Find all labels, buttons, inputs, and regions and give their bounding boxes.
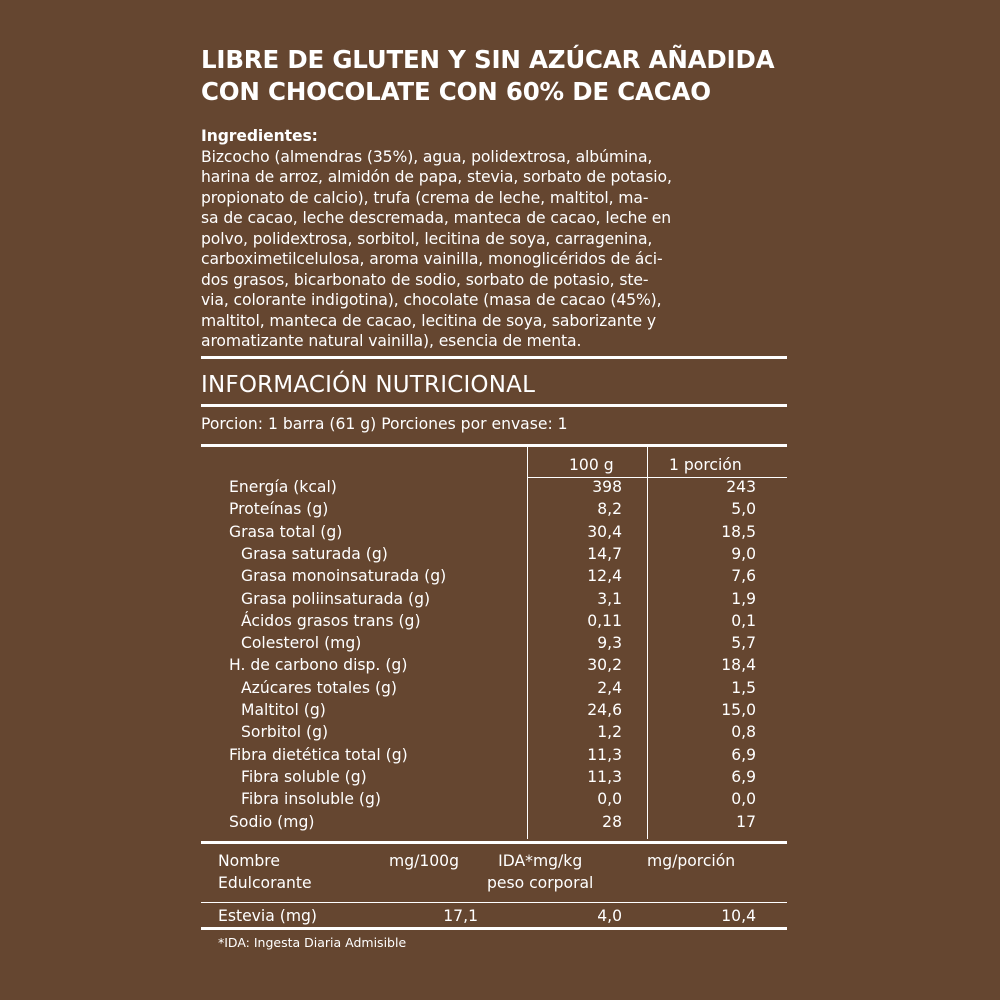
divider (201, 841, 787, 844)
sweetener-row-ida: 4,0 (597, 907, 622, 925)
headline-line-2: CON CHOCOLATE CON 60% DE CACAO (201, 77, 711, 106)
table-row (201, 500, 787, 522)
nutrient-label: Proteínas (g) (229, 500, 329, 519)
sweetener-row-name: Estevia (mg) (218, 907, 318, 925)
nutrient-value-portion: 17 (736, 812, 756, 831)
nutrient-label: Sodio (mg) (229, 812, 315, 831)
ingredients-block (201, 126, 787, 352)
nutrient-label: Azúcares totales (g) (241, 678, 398, 697)
sweetener-row-mgportion: 10,4 (721, 907, 756, 925)
table-row (201, 567, 787, 589)
nutrient-value-portion: 1,9 (731, 589, 756, 608)
nutrient-label: H. de carbono disp. (g) (229, 656, 408, 675)
nutrient-label: Sorbitol (g) (241, 723, 329, 742)
nutrition-title: INFORMACIÓN NUTRICIONAL (201, 372, 536, 398)
footnote: *IDA: Ingesta Diaria Admisible (218, 935, 407, 950)
table-row (201, 634, 787, 656)
table-row (201, 746, 787, 768)
sweetener-header-mg100g: mg/100g (389, 852, 460, 870)
nutrient-value-100g: 11,3 (587, 745, 622, 764)
table-row (201, 679, 787, 701)
nutrient-value-100g: 24,6 (587, 701, 622, 719)
nutrient-value-100g: 8,2 (597, 500, 622, 519)
table-row (201, 723, 787, 745)
nutrient-value-portion: 7,6 (731, 567, 756, 586)
table-row (201, 590, 787, 612)
column-header-portion: 1 porción (669, 456, 742, 474)
sweetener-header-name (218, 850, 312, 894)
sweetener-header-ida-line-1: IDA*mg/kg (498, 852, 583, 870)
column-header-100g: 100 g (569, 456, 614, 474)
nutrient-label: Fibra insoluble (g) (241, 790, 381, 809)
table-row (201, 656, 787, 678)
nutrient-value-100g: 30,4 (587, 522, 622, 541)
table-row (201, 701, 787, 723)
nutrient-value-portion: 0,1 (731, 611, 756, 630)
nutrient-label: Grasa saturada (g) (241, 544, 388, 563)
nutrient-value-portion: 5,0 (731, 500, 756, 519)
nutrient-value-100g: 28 (602, 812, 622, 831)
sweetener-divider (201, 902, 787, 903)
nutrient-value-100g: 3,1 (597, 589, 622, 608)
nutrient-value-100g: 14,7 (587, 544, 622, 563)
nutrient-value-portion: 243 (726, 478, 756, 496)
divider (201, 927, 787, 930)
nutrient-value-portion: 15,0 (721, 701, 756, 719)
nutrient-value-100g: 30,2 (587, 656, 622, 675)
table-row (201, 545, 787, 567)
table-row (201, 768, 787, 790)
nutrient-value-100g: 12,4 (587, 567, 622, 586)
nutrient-value-portion: 18,5 (721, 522, 756, 541)
ingredients-text: Bizcocho (almendras (35%), agua, polidextrosa, albúmina, harina de arroz, almidón de papa, stevia, sorbato de potasio, propionato de calcio), trufa (crema de leche, maltitol, ma- sa de cacao, leche descremada, manteca de cacao, leche en polvo, polidextrosa, sorbitol, lecitina de soya, carragenina, carboximetilcelulosa, aroma vainilla, monoglicéridos de áci- dos grasos, bicarbonato de sodio, sorbato de potasio, ste- via, colorante indigotina), chocolate (masa de cacao (45%), maltitol, manteca de cacao, lecitina de soya, saborizante y aromatizante natural vainilla), esencia de menta. (201, 147, 672, 350)
sweetener-header-ida-line-2: peso corporal (487, 874, 594, 892)
sweetener-row-mg100g: 17,1 (443, 907, 478, 925)
sweetener-header-mgportion: mg/porción (647, 852, 736, 870)
nutrient-value-portion: 5,7 (731, 634, 756, 653)
divider (201, 404, 787, 407)
headline (201, 44, 787, 108)
divider (201, 444, 787, 447)
nutrient-value-100g: 1,2 (597, 723, 622, 742)
nutrient-value-portion: 18,4 (721, 656, 756, 675)
nutrient-value-100g: 11,3 (587, 767, 622, 786)
portion-info: Porcion: 1 barra (61 g) Porciones por envase: 1 (201, 415, 568, 433)
ingredients-label: Ingredientes: (201, 127, 318, 145)
divider (201, 356, 787, 359)
table-row (201, 612, 787, 634)
nutrient-value-portion: 1,5 (731, 678, 756, 697)
nutrient-value-portion: 9,0 (731, 544, 756, 563)
nutrient-label: Energía (kcal) (229, 478, 337, 496)
sweetener-header-name-line-2: Edulcorante (218, 874, 312, 892)
nutrient-label: Colesterol (mg) (241, 634, 362, 653)
nutrient-value-100g: 398 (592, 478, 622, 496)
nutrient-value-portion: 0,0 (731, 790, 756, 809)
nutrient-label: Grasa total (g) (229, 522, 343, 541)
nutrient-label: Ácidos grasos trans (g) (241, 611, 421, 630)
headline-line-1: LIBRE DE GLUTEN Y SIN AZÚCAR AÑADIDA (201, 45, 775, 74)
nutrient-label: Fibra soluble (g) (241, 767, 367, 786)
table-row (201, 523, 787, 545)
table-row (201, 478, 787, 500)
nutrient-label: Grasa monoinsaturada (g) (241, 567, 447, 586)
nutrient-label: Fibra dietética total (g) (229, 745, 408, 764)
sweetener-header-ida (487, 850, 593, 894)
sweetener-header-name-line-1: Nombre (218, 852, 280, 870)
nutrient-value-portion: 6,9 (731, 745, 756, 764)
nutrient-value-100g: 2,4 (597, 678, 622, 697)
nutrient-label: Grasa poliinsaturada (g) (241, 589, 431, 608)
nutrition-label (201, 44, 787, 950)
nutrient-label: Maltitol (g) (241, 701, 326, 719)
table-row (201, 790, 787, 812)
table-row (201, 813, 787, 835)
nutrient-value-portion: 0,8 (731, 723, 756, 742)
nutrient-value-100g: 0,11 (587, 611, 622, 630)
nutrient-value-100g: 9,3 (597, 634, 622, 653)
nutrient-value-portion: 6,9 (731, 767, 756, 786)
nutrient-value-100g: 0,0 (597, 790, 622, 809)
